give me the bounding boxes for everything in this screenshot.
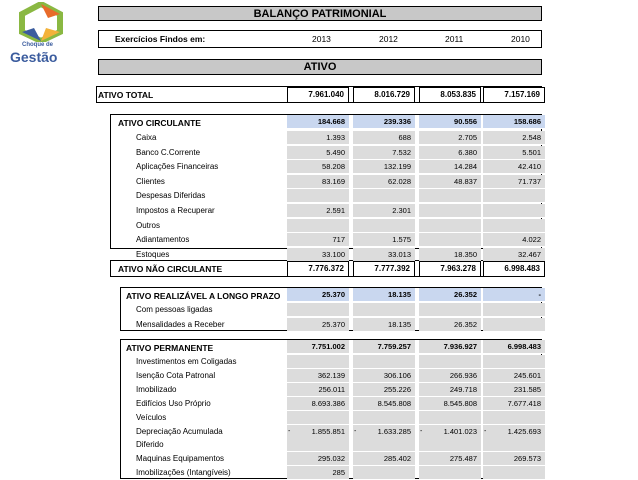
permanente-item-value: 249.718 <box>419 383 481 397</box>
circulante-item-label: Aplicações Financeiras <box>136 162 219 172</box>
circulante-item-value: 42.410 <box>483 160 545 174</box>
permanente-item-value <box>287 355 349 369</box>
permanente-total-value: 7.751.002 <box>287 340 349 354</box>
negative-sign: - <box>288 427 291 435</box>
realizavel-label: ATIVO REALIZÁVEL A LONGO PRAZO <box>126 291 281 301</box>
circulante-item-value: 132.199 <box>353 160 415 174</box>
nao-circulante-label: ATIVO NÃO CIRCULANTE <box>118 264 223 274</box>
permanente-total-value: 6.998.483 <box>483 340 545 354</box>
realizavel-total-value: 25.370 <box>287 288 349 302</box>
realizavel-item-label: Com pessoas ligadas <box>136 305 213 314</box>
year-2012: 2012 <box>379 34 398 44</box>
circulante-total-value: 184.668 <box>287 115 349 129</box>
circulante-item-value <box>353 219 415 233</box>
realizavel-item-value <box>419 303 481 317</box>
permanente-item-value <box>419 411 481 425</box>
permanente-item-value <box>483 411 545 425</box>
circulante-total-value: 90.556 <box>419 115 481 129</box>
permanente-total-value: 7.759.257 <box>353 340 415 354</box>
circulante-item-label: Adiantamentos <box>136 235 190 245</box>
circulante-item-value <box>419 189 481 203</box>
circulante-item-label: Despesas Diferidas <box>136 191 206 201</box>
logo-line2: Gestão <box>10 49 58 65</box>
circulante-item-value: 5.490 <box>287 146 349 160</box>
ativo-total-value: 8.016.729 <box>353 87 415 103</box>
realizavel-item-value <box>287 303 349 317</box>
realizavel-total-value: 18.135 <box>353 288 415 302</box>
circulante-item-value: 7.532 <box>353 146 415 160</box>
permanente-item-value: 285 <box>287 466 349 480</box>
realizavel-item-value: 26.352 <box>419 318 481 332</box>
logo <box>10 2 70 64</box>
circulante-item-value: 48.837 <box>419 175 481 189</box>
permanente-item-value <box>353 438 415 452</box>
circulante-item-value: 2.591 <box>287 204 349 218</box>
circulante-item-value: 1.393 <box>287 131 349 145</box>
permanente-item-value: 275.487 <box>419 452 481 466</box>
year-2010: 2010 <box>511 34 530 44</box>
permanente-item-label: Depreciação Acumulada <box>136 426 223 436</box>
circulante-item-value: 4.022 <box>483 233 545 247</box>
circulante-item-value: 62.028 <box>353 175 415 189</box>
realizavel-total-value: 26.352 <box>419 288 481 302</box>
circulante-item-value <box>353 189 415 203</box>
circulante-item-value: 32.467 <box>483 248 545 262</box>
circulante-item-value: 33.013 <box>353 248 415 262</box>
circulante-item-value <box>483 219 545 233</box>
circulante-item-value: 33.100 <box>287 248 349 262</box>
circulante-item-value <box>287 219 349 233</box>
year-2011: 2011 <box>445 34 464 44</box>
circulante-item-value: 2.548 <box>483 131 545 145</box>
permanente-item-value: 8.693.386 <box>287 397 349 411</box>
circulante-item-value <box>419 233 481 247</box>
permanente-item-label: Isenção Cota Patronal <box>136 370 216 380</box>
permanente-item-label: Imobilizações (Intangíveis) <box>136 468 231 478</box>
permanente-item-value: 306.106 <box>353 369 415 383</box>
circulante-item-label: Clientes <box>136 176 165 186</box>
permanente-item-value: 255.226 <box>353 383 415 397</box>
permanente-item-value: 231.585 <box>483 383 545 397</box>
circulante-item-value: 688 <box>353 131 415 145</box>
nao-circulante-value: 6.998.483 <box>483 261 545 277</box>
permanente-item-value: 7.677.418 <box>483 397 545 411</box>
circulante-item-value <box>419 204 481 218</box>
permanente-item-value <box>353 466 415 480</box>
ativo-total-label: ATIVO TOTAL <box>98 90 154 100</box>
permanente-item-value: 245.601 <box>483 369 545 383</box>
negative-sign: - <box>420 427 423 435</box>
circulante-item-value: 58.208 <box>287 160 349 174</box>
permanente-item-value: 266.936 <box>419 369 481 383</box>
circulante-item-value <box>287 189 349 203</box>
permanente-item-label: Imobilizado <box>136 384 177 394</box>
permanente-item-label: Maquinas Equipamentos <box>136 454 225 464</box>
circulante-item-label: Estoques <box>136 249 170 259</box>
circulante-item-label: Impostos a Recuperar <box>136 206 215 215</box>
ativo-total-value: 8.053.835 <box>419 87 481 103</box>
circulante-item-label: Caixa <box>136 133 157 142</box>
logo-mark-icon <box>18 2 64 42</box>
permanente-item-value: 285.402 <box>353 452 415 466</box>
period-header <box>98 30 542 48</box>
nao-circulante-value: 7.963.278 <box>419 261 481 277</box>
realizavel-item-value <box>353 303 415 317</box>
circulante-item-value: 2.301 <box>353 204 415 218</box>
circulante-total-value: 239.336 <box>353 115 415 129</box>
circulante-item-label: Banco C.Corrente <box>136 147 201 157</box>
realizavel-item-value <box>483 318 545 332</box>
permanente-item-value: 1.425.693 <box>483 425 545 439</box>
permanente-item-value: 1.855.851 <box>287 425 349 439</box>
circulante-item-value: 71.737 <box>483 175 545 189</box>
ativo-total-value: 7.157.169 <box>483 87 545 103</box>
permanente-item-value: 362.139 <box>287 369 349 383</box>
nao-circulante-value: 7.777.392 <box>353 261 415 277</box>
year-2013: 2013 <box>312 34 331 44</box>
permanente-total-value: 7.936.927 <box>419 340 481 354</box>
circulante-item-value: 2.705 <box>419 131 481 145</box>
circulante-item-label: Outros <box>136 220 161 230</box>
section-ativo: ATIVO <box>98 59 542 75</box>
permanente-item-label: Investimentos em Coligadas <box>136 357 237 366</box>
circulante-label: ATIVO CIRCULANTE <box>118 118 201 128</box>
permanente-label: ATIVO PERMANENTE <box>126 343 214 353</box>
realizavel-item-value <box>483 303 545 317</box>
circulante-item-value: 14.284 <box>419 160 481 174</box>
permanente-item-label: Edifícios Uso Próprio <box>136 398 211 408</box>
circulante-item-value: 18.350 <box>419 248 481 262</box>
permanente-item-value: 1.401.023 <box>419 425 481 439</box>
permanente-item-value: 269.573 <box>483 452 545 466</box>
realizavel-total-value: - <box>483 288 545 302</box>
negative-sign: - <box>354 427 357 435</box>
negative-sign: - <box>484 427 487 435</box>
permanente-item-value <box>419 438 481 452</box>
circulante-item-value: 5.501 <box>483 146 545 160</box>
permanente-item-value <box>287 438 349 452</box>
permanente-item-value: 8.545.808 <box>353 397 415 411</box>
circulante-item-value <box>419 219 481 233</box>
permanente-item-value <box>483 438 545 452</box>
circulante-item-value <box>483 189 545 203</box>
permanente-item-value <box>419 466 481 480</box>
page-title: BALANÇO PATRIMONIAL <box>98 6 542 21</box>
realizavel-item-value: 25.370 <box>287 318 349 332</box>
circulante-item-value: 6.380 <box>419 146 481 160</box>
circulante-total-value: 158.686 <box>483 115 545 129</box>
permanente-item-value <box>287 411 349 425</box>
realizavel-item-value: 18.135 <box>353 318 415 332</box>
permanente-item-value: 1.633.285 <box>353 425 415 439</box>
permanente-item-value: 256.011 <box>287 383 349 397</box>
period-label: Exercícios Findos em: <box>115 34 206 44</box>
logo-line1: Choque de <box>22 42 53 48</box>
realizavel-item-label: Mensalidades a Receber <box>136 319 225 329</box>
circulante-item-value: 1.575 <box>353 233 415 247</box>
permanente-item-value <box>483 466 545 480</box>
permanente-item-value <box>483 355 545 369</box>
permanente-item-label: Veículos <box>136 412 167 422</box>
circulante-item-value: 717 <box>287 233 349 247</box>
permanente-item-value <box>353 355 415 369</box>
nao-circulante-value: 7.776.372 <box>287 261 349 277</box>
circulante-item-value: 83.169 <box>287 175 349 189</box>
permanente-item-value <box>419 355 481 369</box>
permanente-item-value: 8.545.808 <box>419 397 481 411</box>
ativo-total-value: 7.961.040 <box>287 87 349 103</box>
circulante-item-value <box>483 204 545 218</box>
permanente-item-value <box>353 411 415 425</box>
permanente-item-value: 295.032 <box>287 452 349 466</box>
permanente-item-label: Diferido <box>136 440 164 450</box>
